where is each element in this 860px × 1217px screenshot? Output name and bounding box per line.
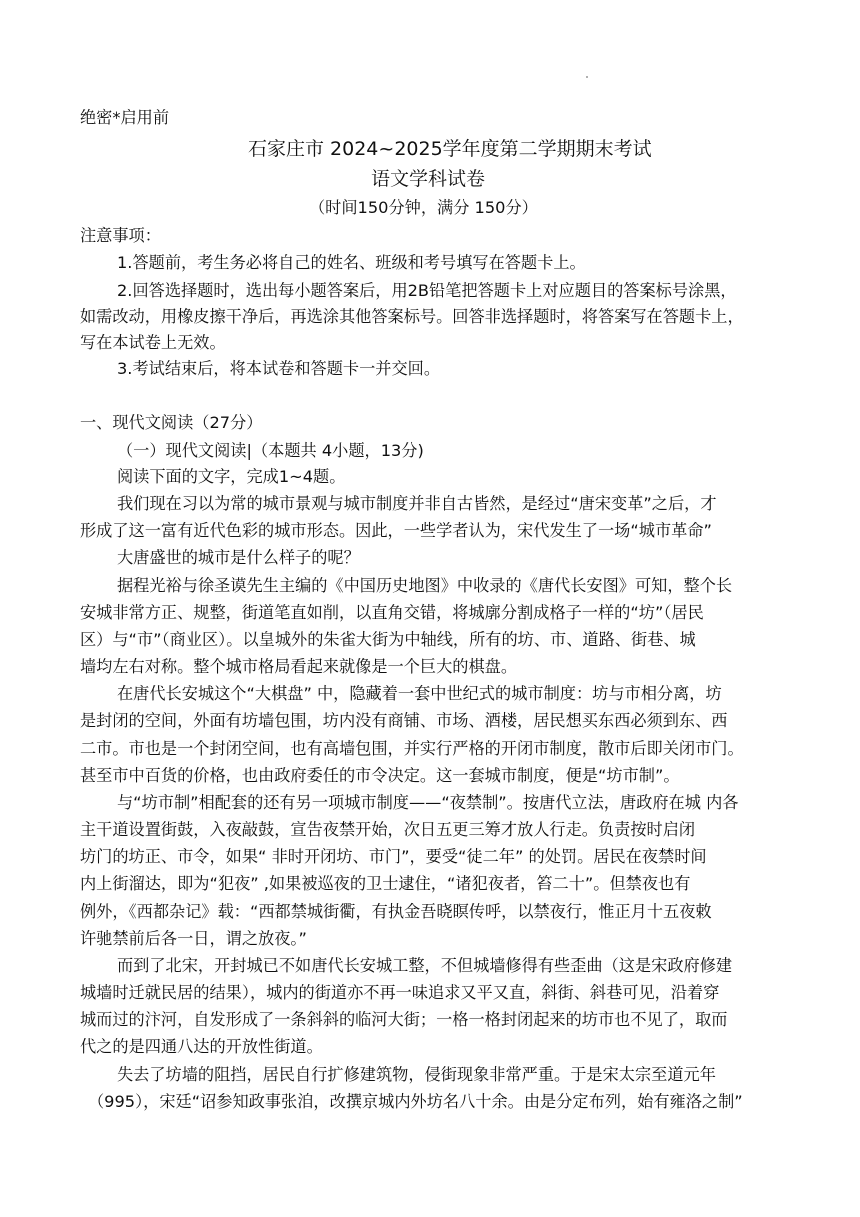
notice-item-3: 3.考试结束后，将本试卷和答题卡一并交回。 xyxy=(117,359,441,378)
passage-line: 失去了坊墙的阻挡，居民自行扩修建筑物，侵街现象非常严重。于是宋太宗至道元年 xyxy=(117,1065,716,1084)
passage-line: 城而过的汴河，自发形成了一条斜斜的临河大街；一格一格封闭起来的坊市也不见了，取而 xyxy=(80,1010,728,1029)
confidential-label: 绝密*启用前 xyxy=(80,108,170,127)
notice-item-1: 1.答题前，考生务必将自己的姓名、班级和考号填写在答题卡上。 xyxy=(117,253,586,272)
exam-title: 石家庄市 2024~2025学年度第二学期期末考试 xyxy=(248,138,652,160)
passage-line: 与“坊市制”相配套的还有另一项城市制度——“夜禁制”。按唐代立法，唐政府在城 内各 xyxy=(117,793,739,812)
passage-line: 例外，《西都杂记》载：“西都禁城街衢，有执金吾晓瞑传呼，以禁夜行，惟正月十五夜敕 xyxy=(80,902,712,921)
passage-line: 内上街溜达，即为“犯夜” ,如果被巡夜的卫士逮住，“诸犯夜者，笞二十”。但禁夜也有 xyxy=(80,874,691,893)
passage-line: 我们现在习以为常的城市景观与城市制度并非自古皆然，是经过“唐宋变革”之后，才 xyxy=(117,494,717,513)
notice-item-2-line-2: 如需改动，用橡皮擦干净后，再选涂其他答案标号。回答非选择题时，将答案写在答题卡上， xyxy=(80,307,744,326)
passage-line: 据程光裕与徐圣谟先生主编的《中国历史地图》中收录的《唐代长安图》可知，整个长 xyxy=(117,576,733,595)
passage-line: 城墙时迁就民居的结果），城内的街道亦不再一味追求又平又直，斜街、斜巷可见，沿着穿 xyxy=(80,983,720,1002)
notice-item-2-line-3: 写在本试卷上无效。 xyxy=(80,333,226,352)
passage-line: （995），宋廷“诏参知政事张洎，改撰京城内外坊名八十余。由是分定布列，始有雍洛之制” xyxy=(88,1092,743,1111)
notice-item-2-line-1: 2.回答选择题时，选出每小题答案后，用2B铅笔把答题卡上对应题目的答案标号涂黑， xyxy=(117,281,737,300)
passage-line: 形成了这一富有近代色彩的城市形态。因此，一些学者认为，宋代发生了一场“城市革命” xyxy=(80,521,712,540)
subsection-heading: （一）现代文阅读|（本题共 4小题，13分) xyxy=(117,441,424,460)
time-info: （时间150分钟，满分 150分） xyxy=(309,198,538,217)
passage-line: 代之的是四通八达的开放性街道。 xyxy=(80,1037,323,1056)
passage-line: 而到了北宋，开封城已不如唐代长安城工整，不但城墙修得有些歪曲（这是宋政府修建 xyxy=(117,956,733,975)
passage-line: 许驰禁前后各一日，谓之放夜。” xyxy=(80,929,307,948)
passage-line: 主干道设置街鼓，入夜敲鼓，宣告夜禁开始，次日五更三筹才放人行走。负责按时启闭 xyxy=(80,820,696,839)
passage-line: 墙均左右对称。整个城市格局看起来就像是一个巨大的棋盘。 xyxy=(80,657,518,676)
passage-line: 坊门的坊正、市令，如果“ 非时开闭坊、市门”，要受“徒二年” 的处罚。居民在夜禁时间 xyxy=(80,847,707,866)
passage-line: 在唐代长安城这个“大棋盘” 中，隐藏着一套中世纪式的城市制度：坊与市相分离，坊 xyxy=(117,684,722,703)
scan-dot xyxy=(586,76,588,78)
reading-instruction: 阅读下面的文字，完成1~4题。 xyxy=(117,467,346,486)
notice-heading: 注意事项： xyxy=(80,226,161,245)
passage-line: 区）与“市”（商业区）。以皇城外的朱雀大街为中轴线，所有的坊、市、道路、街巷、城 xyxy=(80,630,696,649)
exam-subtitle: 语文学科试卷 xyxy=(371,168,486,190)
passage-line: 甚至市中百货的价格，也由政府委任的市令决定。这一套城市制度，便是“坊市制”。 xyxy=(80,766,680,785)
section-heading: 一、现代文阅读（27分） xyxy=(80,413,263,432)
passage-line: 安城非常方正、规整，街道笔直如削，以直角交错，将城廓分割成格子一样的“坊”（居民 xyxy=(80,603,704,622)
passage-line: 是封闭的空间，外面有坊墙包围，坊内没有商铺、市场、酒楼，居民想买东西必须到东、西 xyxy=(80,711,728,730)
passage-line: 二市。市也是一个封闭空间，也有高墙包围，并实行严格的开闭市制度，散市后即关闭市门。 xyxy=(80,739,744,758)
passage-line: 大唐盛世的城市是什么样子的呢？ xyxy=(117,548,360,567)
